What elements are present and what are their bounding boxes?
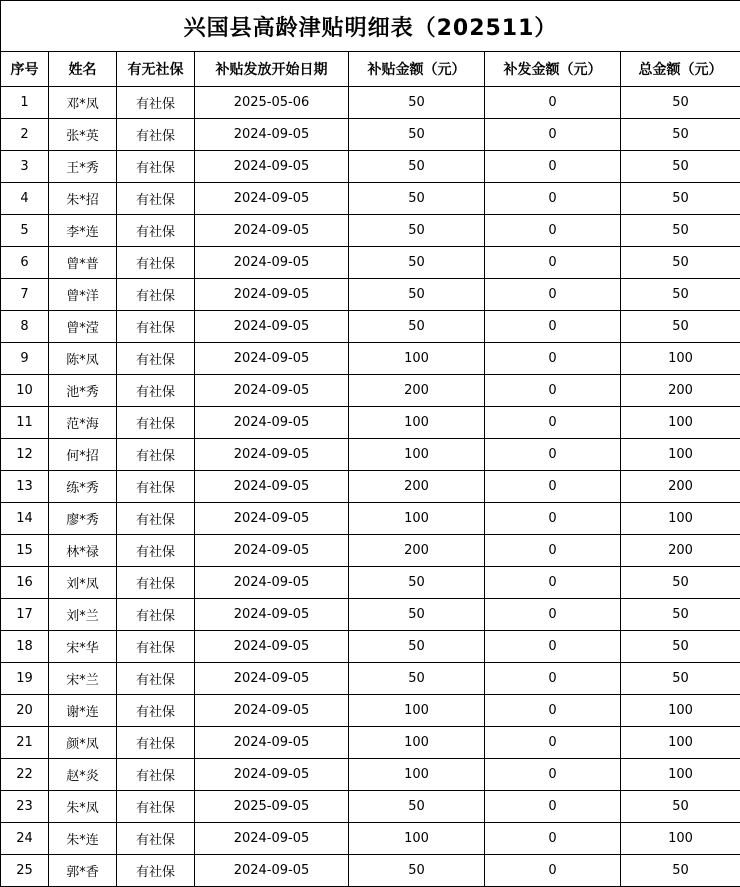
cell-serial-number[interactable]: 12 (1, 439, 49, 471)
cell-back-payment-amount[interactable]: 0 (485, 855, 621, 887)
cell-subsidy-amount[interactable]: 100 (349, 407, 485, 439)
cell-social-insurance[interactable]: 有社保 (117, 663, 195, 695)
cell-name[interactable]: 何*招 (49, 439, 117, 471)
table-row (1, 567, 740, 599)
cell-name[interactable]: 谢*连 (49, 695, 117, 727)
table-row (1, 535, 740, 567)
cell-serial-number[interactable]: 1 (1, 87, 49, 119)
cell-start-date[interactable]: 2024-09-05 (195, 439, 349, 471)
header-start-date[interactable]: 补贴发放开始日期 (195, 52, 349, 87)
cell-name[interactable]: 刘*凤 (49, 567, 117, 599)
cell-name[interactable]: 池*秀 (49, 375, 117, 407)
cell-back-payment-amount[interactable]: 0 (485, 727, 621, 759)
cell-start-date[interactable]: 2024-09-05 (195, 279, 349, 311)
cell-subsidy-amount[interactable]: 100 (349, 503, 485, 535)
cell-social-insurance[interactable]: 有社保 (117, 247, 195, 279)
cell-name[interactable]: 练*秀 (49, 471, 117, 503)
cell-start-date[interactable]: 2024-09-05 (195, 855, 349, 887)
cell-total-amount[interactable]: 50 (621, 87, 740, 119)
cell-name[interactable]: 林*禄 (49, 535, 117, 567)
cell-serial-number[interactable]: 3 (1, 151, 49, 183)
table-row (1, 151, 740, 183)
cell-social-insurance[interactable]: 有社保 (117, 759, 195, 791)
cell-total-amount[interactable]: 50 (621, 247, 740, 279)
cell-social-insurance[interactable]: 有社保 (117, 599, 195, 631)
cell-start-date[interactable]: 2024-09-05 (195, 823, 349, 855)
cell-total-amount[interactable]: 50 (621, 855, 740, 887)
cell-subsidy-amount[interactable]: 200 (349, 471, 485, 503)
cell-social-insurance[interactable]: 有社保 (117, 183, 195, 215)
table-row (1, 279, 740, 311)
cell-start-date[interactable]: 2024-09-05 (195, 535, 349, 567)
cell-total-amount[interactable]: 200 (621, 535, 740, 567)
cell-serial-number[interactable]: 20 (1, 695, 49, 727)
cell-total-amount[interactable]: 100 (621, 727, 740, 759)
cell-serial-number[interactable]: 14 (1, 503, 49, 535)
cell-serial-number[interactable]: 13 (1, 471, 49, 503)
cell-name[interactable]: 曾*滢 (49, 311, 117, 343)
cell-subsidy-amount[interactable]: 100 (349, 727, 485, 759)
cell-serial-number[interactable]: 25 (1, 855, 49, 887)
cell-social-insurance[interactable]: 有社保 (117, 119, 195, 151)
cell-back-payment-amount[interactable]: 0 (485, 311, 621, 343)
cell-back-payment-amount[interactable]: 0 (485, 631, 621, 663)
cell-total-amount[interactable]: 50 (621, 119, 740, 151)
cell-social-insurance[interactable]: 有社保 (117, 311, 195, 343)
cell-start-date[interactable]: 2024-09-05 (195, 471, 349, 503)
cell-social-insurance[interactable]: 有社保 (117, 375, 195, 407)
cell-start-date[interactable]: 2024-09-05 (195, 407, 349, 439)
cell-total-amount[interactable]: 50 (621, 567, 740, 599)
cell-subsidy-amount[interactable]: 50 (349, 151, 485, 183)
cell-total-amount[interactable]: 100 (621, 695, 740, 727)
cell-name[interactable]: 张*英 (49, 119, 117, 151)
cell-total-amount[interactable]: 200 (621, 375, 740, 407)
cell-back-payment-amount[interactable]: 0 (485, 535, 621, 567)
cell-total-amount[interactable]: 100 (621, 503, 740, 535)
cell-subsidy-amount[interactable]: 50 (349, 567, 485, 599)
cell-back-payment-amount[interactable]: 0 (485, 759, 621, 791)
table-row (1, 599, 740, 631)
header-back-payment-amount[interactable]: 补发金额（元） (485, 52, 621, 87)
table-row (1, 311, 740, 343)
cell-start-date[interactable]: 2024-09-05 (195, 215, 349, 247)
cell-back-payment-amount[interactable]: 0 (485, 215, 621, 247)
cell-start-date[interactable]: 2025-09-05 (195, 791, 349, 823)
cell-subsidy-amount[interactable]: 50 (349, 599, 485, 631)
cell-subsidy-amount[interactable]: 50 (349, 663, 485, 695)
cell-social-insurance[interactable]: 有社保 (117, 567, 195, 599)
cell-back-payment-amount[interactable]: 0 (485, 471, 621, 503)
cell-subsidy-amount[interactable]: 200 (349, 375, 485, 407)
title-row (1, 1, 740, 52)
cell-serial-number[interactable]: 10 (1, 375, 49, 407)
cell-name[interactable]: 宋*兰 (49, 663, 117, 695)
cell-social-insurance[interactable]: 有社保 (117, 407, 195, 439)
cell-name[interactable]: 朱*招 (49, 183, 117, 215)
table-row (1, 471, 740, 503)
table-body (1, 87, 740, 887)
cell-start-date[interactable]: 2024-09-05 (195, 759, 349, 791)
cell-back-payment-amount[interactable]: 0 (485, 439, 621, 471)
table-row (1, 791, 740, 823)
cell-start-date[interactable]: 2024-09-05 (195, 151, 349, 183)
cell-total-amount[interactable]: 50 (621, 663, 740, 695)
cell-subsidy-amount[interactable]: 50 (349, 311, 485, 343)
cell-start-date[interactable]: 2025-05-06 (195, 87, 349, 119)
cell-start-date[interactable]: 2024-09-05 (195, 247, 349, 279)
cell-start-date[interactable]: 2024-09-05 (195, 311, 349, 343)
cell-serial-number[interactable]: 8 (1, 311, 49, 343)
cell-start-date[interactable]: 2024-09-05 (195, 631, 349, 663)
cell-social-insurance[interactable]: 有社保 (117, 631, 195, 663)
cell-total-amount[interactable]: 200 (621, 471, 740, 503)
cell-subsidy-amount[interactable]: 50 (349, 279, 485, 311)
cell-serial-number[interactable]: 5 (1, 215, 49, 247)
cell-total-amount[interactable]: 100 (621, 823, 740, 855)
cell-total-amount[interactable]: 50 (621, 151, 740, 183)
cell-serial-number[interactable]: 6 (1, 247, 49, 279)
cell-serial-number[interactable]: 2 (1, 119, 49, 151)
cell-subsidy-amount[interactable]: 100 (349, 439, 485, 471)
cell-total-amount[interactable]: 50 (621, 183, 740, 215)
table-row (1, 759, 740, 791)
cell-subsidy-amount[interactable]: 50 (349, 87, 485, 119)
table-row (1, 823, 740, 855)
cell-subsidy-amount[interactable]: 50 (349, 631, 485, 663)
cell-serial-number[interactable]: 16 (1, 567, 49, 599)
cell-subsidy-amount[interactable]: 50 (349, 119, 485, 151)
cell-subsidy-amount[interactable]: 50 (349, 247, 485, 279)
cell-name[interactable]: 廖*秀 (49, 503, 117, 535)
cell-social-insurance[interactable]: 有社保 (117, 727, 195, 759)
cell-back-payment-amount[interactable]: 0 (485, 119, 621, 151)
cell-serial-number[interactable]: 7 (1, 279, 49, 311)
cell-name[interactable]: 赵*炎 (49, 759, 117, 791)
table-row (1, 375, 740, 407)
cell-total-amount[interactable]: 50 (621, 279, 740, 311)
cell-social-insurance[interactable]: 有社保 (117, 695, 195, 727)
cell-social-insurance[interactable]: 有社保 (117, 503, 195, 535)
cell-name[interactable]: 曾*洋 (49, 279, 117, 311)
cell-subsidy-amount[interactable]: 100 (349, 759, 485, 791)
table-title[interactable]: 兴国县高龄津贴明细表（202511） (1, 1, 740, 52)
cell-total-amount[interactable]: 50 (621, 311, 740, 343)
cell-start-date[interactable]: 2024-09-05 (195, 119, 349, 151)
table-row (1, 695, 740, 727)
cell-total-amount[interactable]: 50 (621, 631, 740, 663)
cell-back-payment-amount[interactable]: 0 (485, 823, 621, 855)
cell-name[interactable]: 朱*连 (49, 823, 117, 855)
cell-subsidy-amount[interactable]: 50 (349, 183, 485, 215)
cell-back-payment-amount[interactable]: 0 (485, 343, 621, 375)
cell-name[interactable]: 朱*凤 (49, 791, 117, 823)
cell-serial-number[interactable]: 9 (1, 343, 49, 375)
header-subsidy-amount[interactable]: 补贴金额（元） (349, 52, 485, 87)
table-row (1, 119, 740, 151)
cell-start-date[interactable]: 2024-09-05 (195, 503, 349, 535)
table-row (1, 855, 740, 887)
cell-name[interactable]: 颜*凤 (49, 727, 117, 759)
header-social-insurance[interactable]: 有无社保 (117, 52, 195, 87)
cell-social-insurance[interactable]: 有社保 (117, 215, 195, 247)
cell-back-payment-amount[interactable]: 0 (485, 375, 621, 407)
table-row (1, 663, 740, 695)
cell-start-date[interactable]: 2024-09-05 (195, 375, 349, 407)
cell-subsidy-amount[interactable]: 100 (349, 695, 485, 727)
cell-start-date[interactable]: 2024-09-05 (195, 599, 349, 631)
cell-serial-number[interactable]: 11 (1, 407, 49, 439)
cell-start-date[interactable]: 2024-09-05 (195, 343, 349, 375)
cell-name[interactable]: 邓*凤 (49, 87, 117, 119)
cell-start-date[interactable]: 2024-09-05 (195, 183, 349, 215)
table-row (1, 631, 740, 663)
cell-social-insurance[interactable]: 有社保 (117, 87, 195, 119)
cell-serial-number[interactable]: 17 (1, 599, 49, 631)
cell-social-insurance[interactable]: 有社保 (117, 279, 195, 311)
cell-social-insurance[interactable]: 有社保 (117, 855, 195, 887)
cell-back-payment-amount[interactable]: 0 (485, 599, 621, 631)
cell-total-amount[interactable]: 100 (621, 759, 740, 791)
cell-back-payment-amount[interactable]: 0 (485, 567, 621, 599)
cell-name[interactable]: 郭*香 (49, 855, 117, 887)
cell-total-amount[interactable]: 100 (621, 407, 740, 439)
cell-total-amount[interactable]: 50 (621, 215, 740, 247)
cell-subsidy-amount[interactable]: 50 (349, 855, 485, 887)
table-row (1, 183, 740, 215)
cell-back-payment-amount[interactable]: 0 (485, 503, 621, 535)
cell-social-insurance[interactable]: 有社保 (117, 439, 195, 471)
table-row (1, 439, 740, 471)
cell-start-date[interactable]: 2024-09-05 (195, 727, 349, 759)
cell-back-payment-amount[interactable]: 0 (485, 663, 621, 695)
cell-serial-number[interactable]: 22 (1, 759, 49, 791)
cell-name[interactable]: 范*海 (49, 407, 117, 439)
header-row (1, 52, 740, 87)
cell-back-payment-amount[interactable]: 0 (485, 183, 621, 215)
cell-social-insurance[interactable]: 有社保 (117, 791, 195, 823)
cell-subsidy-amount[interactable]: 100 (349, 823, 485, 855)
table-row (1, 247, 740, 279)
cell-name[interactable]: 王*秀 (49, 151, 117, 183)
cell-back-payment-amount[interactable]: 0 (485, 791, 621, 823)
cell-back-payment-amount[interactable]: 0 (485, 247, 621, 279)
header-serial-number[interactable]: 序号 (1, 52, 49, 87)
cell-serial-number[interactable]: 24 (1, 823, 49, 855)
cell-social-insurance[interactable]: 有社保 (117, 535, 195, 567)
table-row (1, 503, 740, 535)
table-row (1, 87, 740, 119)
table-row (1, 343, 740, 375)
cell-total-amount[interactable]: 100 (621, 439, 740, 471)
cell-subsidy-amount[interactable]: 50 (349, 791, 485, 823)
cell-serial-number[interactable]: 23 (1, 791, 49, 823)
cell-subsidy-amount[interactable]: 100 (349, 343, 485, 375)
cell-start-date[interactable]: 2024-09-05 (195, 695, 349, 727)
cell-name[interactable]: 宋*华 (49, 631, 117, 663)
cell-total-amount[interactable]: 50 (621, 791, 740, 823)
cell-start-date[interactable]: 2024-09-05 (195, 663, 349, 695)
cell-social-insurance[interactable]: 有社保 (117, 151, 195, 183)
cell-subsidy-amount[interactable]: 200 (349, 535, 485, 567)
cell-social-insurance[interactable]: 有社保 (117, 343, 195, 375)
table-row (1, 407, 740, 439)
cell-back-payment-amount[interactable]: 0 (485, 407, 621, 439)
table-row (1, 727, 740, 759)
cell-name[interactable]: 陈*凤 (49, 343, 117, 375)
cell-back-payment-amount[interactable]: 0 (485, 279, 621, 311)
cell-subsidy-amount[interactable]: 50 (349, 215, 485, 247)
cell-name[interactable]: 刘*兰 (49, 599, 117, 631)
cell-name[interactable]: 曾*普 (49, 247, 117, 279)
header-total-amount[interactable]: 总金额（元） (621, 52, 740, 87)
cell-start-date[interactable]: 2024-09-05 (195, 567, 349, 599)
cell-serial-number[interactable]: 4 (1, 183, 49, 215)
cell-serial-number[interactable]: 15 (1, 535, 49, 567)
cell-total-amount[interactable]: 50 (621, 599, 740, 631)
cell-back-payment-amount[interactable]: 0 (485, 87, 621, 119)
cell-social-insurance[interactable]: 有社保 (117, 471, 195, 503)
header-name[interactable]: 姓名 (49, 52, 117, 87)
cell-total-amount[interactable]: 100 (621, 343, 740, 375)
cell-serial-number[interactable]: 21 (1, 727, 49, 759)
cell-back-payment-amount[interactable]: 0 (485, 151, 621, 183)
cell-name[interactable]: 李*连 (49, 215, 117, 247)
cell-back-payment-amount[interactable]: 0 (485, 695, 621, 727)
cell-social-insurance[interactable]: 有社保 (117, 823, 195, 855)
cell-serial-number[interactable]: 19 (1, 663, 49, 695)
cell-serial-number[interactable]: 18 (1, 631, 49, 663)
table-row (1, 215, 740, 247)
